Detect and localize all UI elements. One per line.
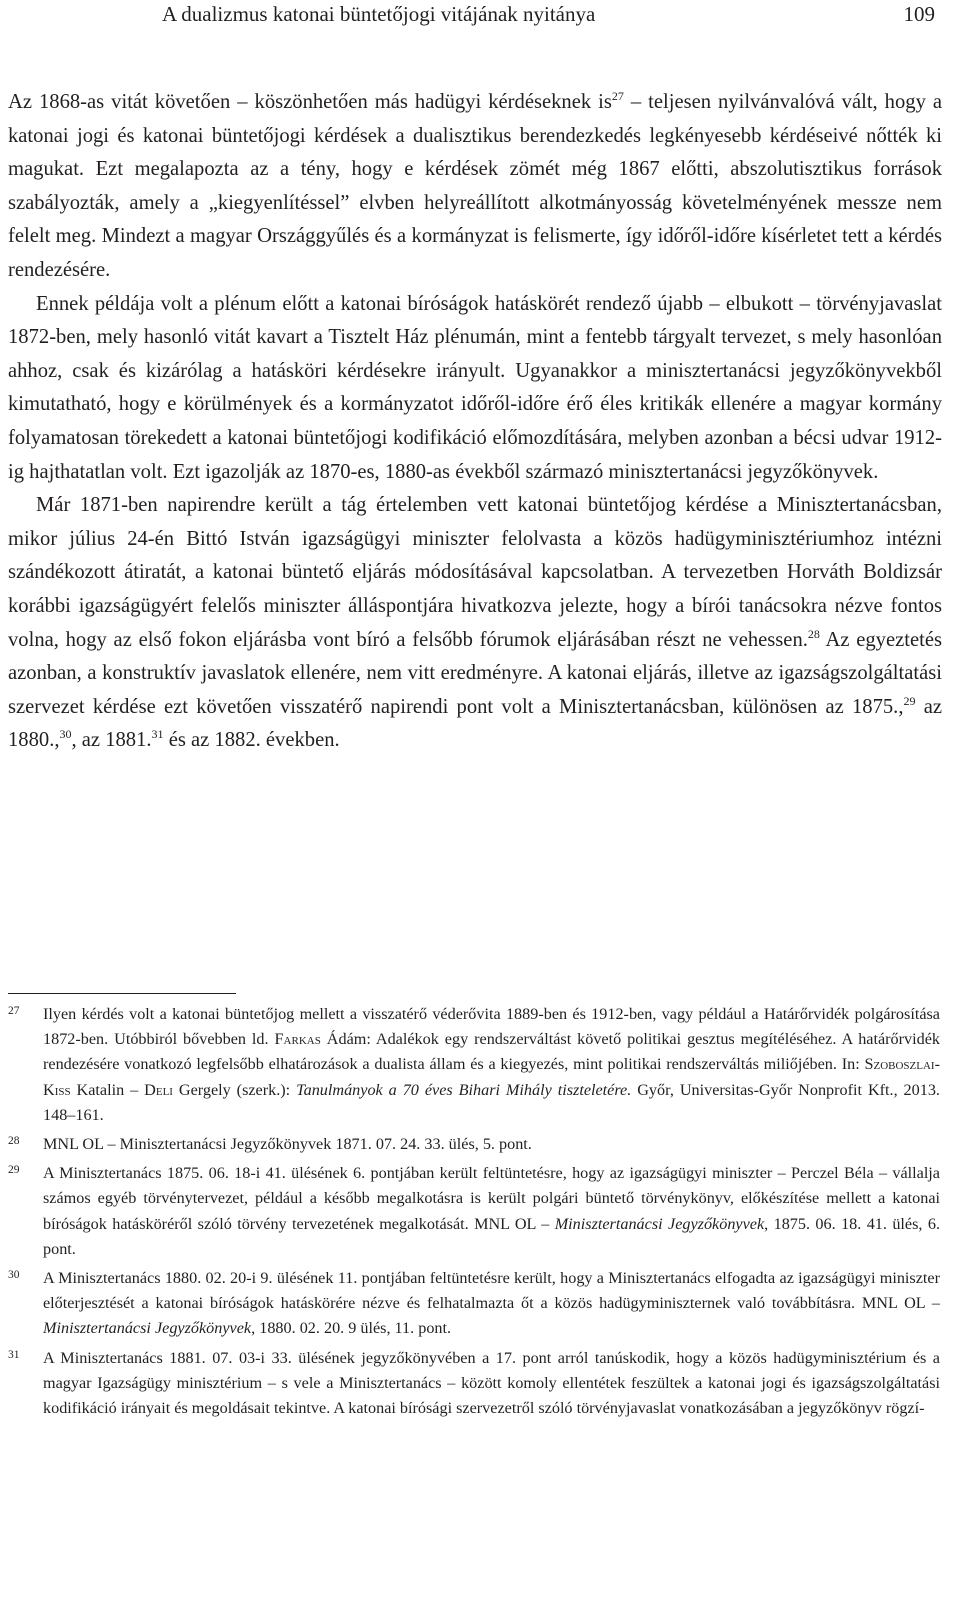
footnote-28 [8, 1132, 940, 1157]
footnote-ref-28[interactable]: 28 [807, 626, 820, 641]
paragraph-3-text-d: , az 1881. [71, 729, 152, 752]
footnote-text: Győr, Universitas-Győr Nonprofit Kft., 2013. 148–161. [43, 1080, 940, 1124]
footnote-separator [8, 993, 236, 994]
editor-surname: Szoboszlai-Kiss [43, 1055, 940, 1099]
footnote-text: MNL OL – Minisztertanácsi Jegyzőkönyvek 1871. 07. 24. 33. ülés, 5. pont. [43, 1135, 532, 1154]
footnote-number: 27 [8, 1005, 20, 1017]
footnote-number: 29 [8, 1164, 20, 1177]
source-title: Minisztertanácsi Jegyzőkönyvek [43, 1319, 252, 1338]
footnote-31 [8, 1346, 940, 1422]
source-title: Minisztertanácsi Jegyzőkönyvek [554, 1214, 765, 1233]
footnote-text: Ádám: Adalékok egy rendszerváltást követő politikai gesztus megítéléséhez. A határőrvidék rendezésére vonatkozó legfelsőbb elhatározások a dualista állam és a kiegyezés, mint politikai rendszerváltás miliőjében. In: [43, 1030, 941, 1074]
author-surname: Farkas [274, 1030, 321, 1049]
footnote-30 [8, 1266, 940, 1342]
footnote-text: Gergely (szerk.): [172, 1080, 297, 1099]
footnote-text: , 1880. 02. 20. 9 ülés, 11. pont. [251, 1319, 452, 1338]
paragraph-1-text-b: – teljesen nyilvánvalóvá vált, hogy a katonai jogi és katonai büntetőjogi kérdések a dualisztikus berendezkedés legkényesebb kérdéseivé nőtték ki magukat. Ezt megalapozta az a tény, hogy e kérdések zömét még 1867 előtti, abszolutisztikus források szabályozták, amely a „kiegyenlítéssel” elvben helyreállított alkotmányosság követelményének messze nem felelt meg. Mindezt a magyar Országgyűlés és a kormányzat is felismerte, így időről-időre kísérletet tett a kérdés rendezésére. [8, 91, 942, 281]
running-header [0, 0, 960, 40]
editor-surname: Deli [144, 1080, 173, 1099]
footnote-text: Katalin – [70, 1080, 145, 1099]
main-text [8, 86, 942, 758]
page-number: 109 [903, 2, 935, 26]
paragraph-3-text-e: és az 1882. években. [163, 729, 340, 752]
paragraph-3-text-a: Már 1871-ben napirendre került a tág értelemben vett katonai büntetőjog kérdése a Minisztertanácsban, mikor július 24-én Bittó István igazságügyi miniszter felolvasta a közös hadügyminisztériumhoz intézni szándékozott átiratát, a katonai büntető eljárás módosításával kapcsolatban. A tervezetben Horváth Boldizsár korábbi igazságügyért felelős miniszter álláspontjára hivatkozva jelezte, hogy a bírói tanácsokra nézve fontos volna, hogy az első fokon eljárásba vont bíró a felsőbb fórumok eljárásában részt ne vehessen. [8, 494, 942, 651]
paragraph-3-text-b: Az egyeztetés azonban, a konstruktív javaslatok ellenére, nem vitt eredményre. A katonai eljárás, illetve az igazságszolgáltatási szervezet kérdése ezt követően visszatérő napirendi pont volt a Minisztertanácsban, különösen az 1875., [8, 628, 942, 718]
paragraph-2: Ennek példája volt a plénum előtt a katonai bíróságok hatáskörét rendező újabb – elbukott – törvényjavaslat 1872-ben, mely hasonló vitát kavart a Tisztelt Ház plénumán, mint a fentebb tárgyalt tervezet, s mely hasonlóan ahhoz, csak és kizárólag a hatásköri kérdésekre irányult. Ugyanakkor a minisztertanácsi jegyzőkönyvekből kimutatható, hogy e körülmények és a kormányzatot időről-időre érő éles kritikák ellenére a magyar kormány folyamatosan törekedett a katonai büntetőjogi kodifikáció előmozdítására, melyben azonban a bécsi udvar 1912-ig hajthatatlan volt. Ezt igazolják az 1870-es, 1880-as évekből származó minisztertanácsi jegyzőkönyvek. [8, 292, 942, 483]
footnote-ref-29[interactable]: 29 [903, 693, 916, 708]
footnote-ref-30[interactable]: 30 [59, 727, 72, 742]
book-title: Tanulmányok a 70 éves Bihari Mihály tiszteletére. [296, 1080, 632, 1099]
footnote-ref-27[interactable]: 27 [611, 89, 624, 103]
footnote-number: 28 [8, 1135, 20, 1148]
paragraph-1-text-a: Az 1868-as vitát követően – köszönhetően más hadügyi kérdéseknek is [8, 91, 612, 113]
footnote-29 [8, 1161, 940, 1262]
footnote-text: A Minisztertanács 1881. 07. 03-i 33. ülésének jegyzőkönyvében a 17. pont arról tanúskodik, hogy a közös hadügyminisztérium és a magyar Igazságügy minisztérium – s vele a Minisztertanács – között komoly ellentétek feszültek a katonai jogi és igazságszolgáltatási kodifikáció irányait és megoldásait tekintve. A katonai bírósági szervezetről szóló törvényjavaslat vonatkozásában a jegyzőkönyv rögzí- [43, 1348, 940, 1418]
footnote-text: , 1875. 06. 18. 41. ülés, 6. pont. [43, 1214, 940, 1258]
footnote-ref-31[interactable]: 31 [151, 727, 164, 742]
footnote-number: 30 [8, 1269, 20, 1282]
footnote-27 [8, 1002, 940, 1128]
paragraph-3-text-c: az 1880., [8, 695, 942, 752]
footnote-text: Ilyen kérdés volt a katonai büntetőjog mellett a visszatérő véderővita 1889-ben és 1912-ben, vagy például a Határőrvidék polgárosítása 1872-ben. Utóbbiról bővebben ld. [43, 1005, 940, 1049]
running-title: A dualizmus katonai büntetőjogi vitájának nyitánya [162, 2, 596, 26]
footnote-text: A Minisztertanács 1880. 02. 20-i 9. ülésének 11. pontjában feltüntetésre került, hogy a Minisztertanács elfogadta az igazságügyi miniszter előterjesztését a katonai bíróságok hatáskörére nézve és felhatalmazta őt a közös hadügyminiszternek való továbbításra. MNL OL – [43, 1269, 940, 1313]
footnote-text: A Minisztertanács 1875. 06. 18-i 41. ülésének 6. pontjában került feltüntetésre, hogy az igazságügyi miniszter – Perczel Béla – vállalja számos egyéb törvénytervezet, például a később megalkotásra is került polgári büntető törvénykönyv, előkészítése mellett a katonai bíróságok hatásköréről szóló törvény tervezetének megalkotását. MNL OL – [43, 1164, 940, 1233]
footnotes [8, 1002, 940, 1425]
paragraph-1 [8, 86, 942, 288]
paragraph-3 [8, 489, 942, 758]
footnote-number: 31 [8, 1348, 20, 1361]
